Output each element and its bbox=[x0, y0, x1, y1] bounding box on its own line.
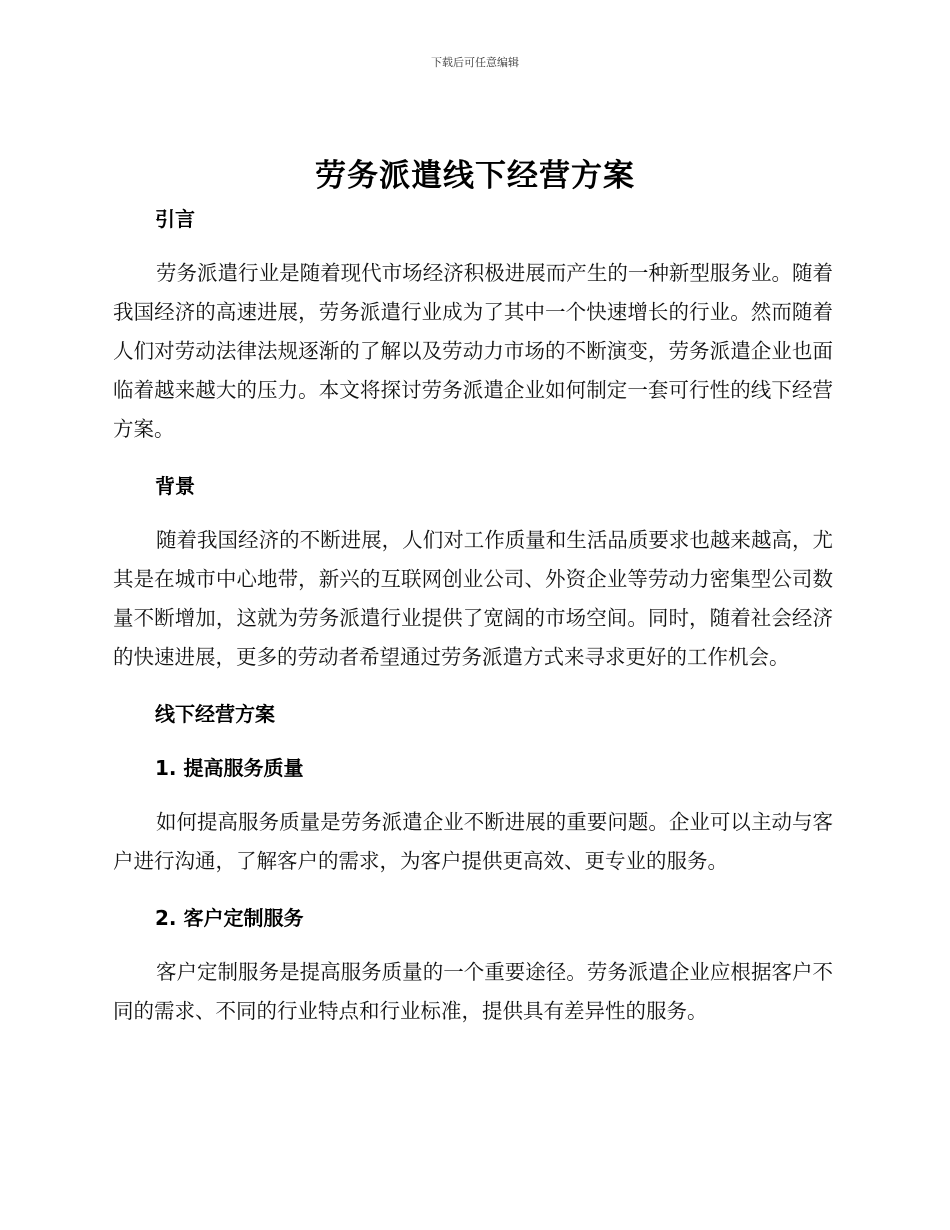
paragraph-background: 随着我国经济的不断进展，人们对工作质量和生活品质要求也越来越高，尤其是在城市中心地带，新兴的互联网创业公司、外资企业等劳动力密集型公司数量不断增加，这就为劳务派遣行业提供了宽阔的市场空间。同时，随着社会经济的快速进展，更多的劳动者希望通过劳务派遣方式来寻求更好的工作机会。 bbox=[113, 528, 833, 669]
item-heading-custom-service: 2. 客户定制服务 bbox=[155, 906, 304, 930]
section-heading-plan: 线下经营方案 bbox=[155, 702, 275, 726]
document-body bbox=[113, 200, 833, 1031]
paragraph-intro: 劳务派遣行业是随着现代市场经济积极进展而产生的一种新型服务业。随着我国经济的高速进展，劳务派遣行业成为了其中一个快速增长的行业。然而随着人们对劳动法律法规逐渐的了解以及劳动力市场的不断演变，劳务派遣企业也面临着越来越大的压力。本文将探讨劳务派遣企业如何制定一套可行性的线下经营方案。 bbox=[113, 261, 833, 441]
section-heading-background: 背景 bbox=[155, 474, 195, 498]
header-note: 下载后可任意编辑 bbox=[431, 56, 519, 69]
document-title: 劳务派遣线下经营方案 bbox=[315, 158, 635, 194]
paragraph-custom-service: 客户定制服务是提高服务质量的一个重要途径。劳务派遣企业应根据客户不同的需求、不同的行业特点和行业标准，提供具有差异性的服务。 bbox=[113, 960, 833, 1023]
paragraph-service-quality: 如何提高服务质量是劳务派遣企业不断进展的重要问题。企业可以主动与客户进行沟通，了解客户的需求，为客户提供更高效、更专业的服务。 bbox=[113, 810, 833, 873]
item-heading-service-quality: 1. 提高服务质量 bbox=[155, 756, 304, 780]
section-heading-intro: 引言 bbox=[155, 207, 195, 231]
